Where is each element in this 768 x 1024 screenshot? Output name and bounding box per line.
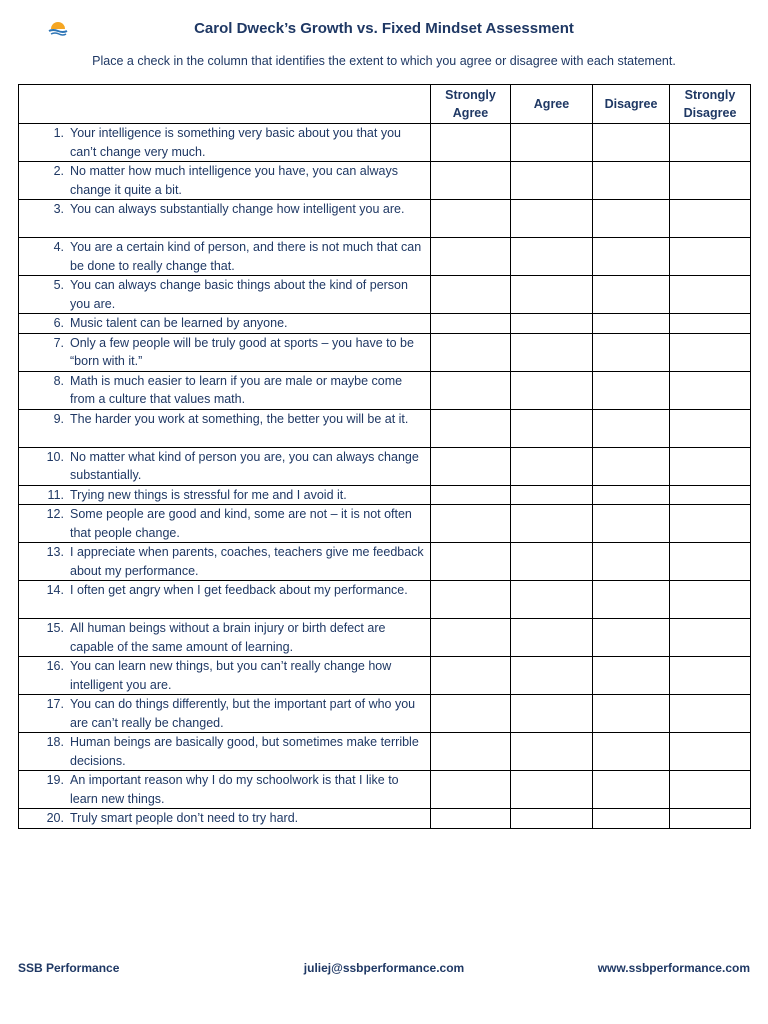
checkbox-strongly-disagree[interactable] [670, 505, 751, 543]
statement-text: I appreciate when parents, coaches, teachers give me feedback about my performance. [70, 545, 424, 578]
checkbox-strongly-agree[interactable] [431, 409, 511, 447]
table-row [19, 124, 751, 162]
statement-cell [19, 657, 431, 695]
table-row [19, 162, 751, 200]
statement-item [19, 124, 426, 161]
statement-item [19, 733, 426, 770]
footer-email[interactable]: juliej@ssbperformance.com [303, 961, 465, 975]
table-row [19, 314, 751, 334]
statement-text: Math is much easier to learn if you are male or maybe come from a culture that values math. [70, 373, 403, 406]
checkbox-strongly-agree[interactable] [431, 314, 511, 334]
statement-column-header [19, 85, 431, 124]
checkbox-agree[interactable] [511, 162, 593, 200]
checkbox-strongly-disagree[interactable] [670, 543, 751, 581]
statement-number: 14. [46, 583, 64, 597]
table-row [19, 695, 751, 733]
checkbox-agree[interactable] [511, 200, 593, 238]
statement-cell [19, 447, 431, 485]
table-row [19, 581, 751, 619]
statement-item [19, 314, 426, 333]
table-row [19, 447, 751, 485]
statement-text: You can always change basic things about the kind of person you are. [70, 278, 408, 311]
checkbox-strongly-agree[interactable] [431, 695, 511, 733]
statement-number: 13. [46, 545, 64, 559]
statement-text: No matter what kind of person you are, you can always change substantially. [70, 449, 419, 482]
column-header-disagree: Disagree [593, 85, 670, 124]
checkbox-strongly-agree[interactable] [431, 657, 511, 695]
checkbox-disagree[interactable] [593, 200, 670, 238]
checkbox-agree[interactable] [511, 733, 593, 771]
checkbox-disagree[interactable] [593, 371, 670, 409]
statement-item [19, 771, 426, 808]
statement-number: 17. [46, 697, 64, 711]
statement-cell [19, 771, 431, 809]
statement-text: You can do things differently, but the important part of who you are can’t really be changed. [70, 697, 416, 730]
checkbox-agree[interactable] [511, 771, 593, 809]
checkbox-agree[interactable] [511, 485, 593, 505]
statement-text: Some people are good and kind, some are not – it is not often that people change. [70, 507, 412, 540]
checkbox-strongly-disagree[interactable] [670, 619, 751, 657]
checkbox-disagree[interactable] [593, 447, 670, 485]
instructions: Place a check in the column that identifies the extent to which you agree or disagree with each statement. [92, 54, 676, 68]
statement-item [19, 695, 426, 732]
statement-text: All human beings without a brain injury or birth defect are capable of the same amount of learning. [70, 621, 386, 654]
statement-text: Your intelligence is something very basic about you that you can’t change very much. [70, 126, 401, 159]
checkbox-disagree[interactable] [593, 409, 670, 447]
statement-number: 4. [53, 240, 64, 254]
table-row [19, 485, 751, 505]
checkbox-disagree[interactable] [593, 238, 670, 276]
statement-number: 1. [53, 126, 64, 140]
checkbox-agree[interactable] [511, 447, 593, 485]
checkbox-strongly-disagree[interactable] [670, 771, 751, 809]
checkbox-strongly-disagree[interactable] [670, 695, 751, 733]
table-row [19, 619, 751, 657]
checkbox-strongly-agree[interactable] [431, 505, 511, 543]
checkbox-strongly-agree[interactable] [431, 543, 511, 581]
checkbox-agree[interactable] [511, 505, 593, 543]
statement-cell [19, 124, 431, 162]
statement-cell [19, 733, 431, 771]
page-title: Carol Dweck’s Growth vs. Fixed Mindset Assessment [194, 20, 574, 37]
checkbox-agree[interactable] [511, 371, 593, 409]
checkbox-strongly-disagree[interactable] [670, 200, 751, 238]
checkbox-strongly-disagree[interactable] [670, 276, 751, 314]
statement-item [19, 238, 426, 275]
statement-item [19, 200, 426, 219]
checkbox-strongly-agree[interactable] [431, 581, 511, 619]
table-row [19, 543, 751, 581]
statement-number: 3. [53, 202, 64, 216]
statement-cell [19, 581, 431, 619]
statement-item [19, 448, 426, 485]
table-row [19, 409, 751, 447]
checkbox-strongly-disagree[interactable] [670, 733, 751, 771]
statement-text: No matter how much intelligence you have, you can always change it quite a bit. [70, 164, 398, 197]
statement-cell [19, 162, 431, 200]
statement-item [19, 619, 426, 656]
column-header-strongly-disagree: Strongly Disagree [670, 85, 751, 124]
checkbox-strongly-disagree[interactable] [670, 447, 751, 485]
checkbox-strongly-disagree[interactable] [670, 581, 751, 619]
checkbox-strongly-agree[interactable] [431, 162, 511, 200]
checkbox-strongly-agree[interactable] [431, 809, 511, 829]
statement-item [19, 581, 426, 600]
checkbox-strongly-agree[interactable] [431, 485, 511, 505]
table-row [19, 276, 751, 314]
checkbox-agree[interactable] [511, 238, 593, 276]
checkbox-strongly-agree[interactable] [431, 333, 511, 371]
checkbox-disagree[interactable] [593, 733, 670, 771]
statement-cell [19, 333, 431, 371]
statement-text: Human beings are basically good, but sometimes make terrible decisions. [70, 735, 419, 768]
table-row [19, 371, 751, 409]
checkbox-disagree[interactable] [593, 505, 670, 543]
checkbox-disagree[interactable] [593, 695, 670, 733]
checkbox-agree[interactable] [511, 314, 593, 334]
checkbox-disagree[interactable] [593, 619, 670, 657]
checkbox-strongly-agree[interactable] [431, 200, 511, 238]
statement-cell [19, 371, 431, 409]
checkbox-agree[interactable] [511, 276, 593, 314]
checkbox-strongly-agree[interactable] [431, 447, 511, 485]
statement-text: You can always substantially change how intelligent you are. [70, 202, 405, 216]
checkbox-agree[interactable] [511, 657, 593, 695]
checkbox-disagree[interactable] [593, 314, 670, 334]
statement-text: Music talent can be learned by anyone. [70, 316, 288, 330]
header-row [19, 85, 751, 124]
statement-number: 10. [46, 449, 64, 464]
statement-item [19, 505, 426, 542]
statement-number: 19. [46, 773, 64, 787]
statement-text: I often get angry when I get feedback about my performance. [70, 583, 408, 597]
checkbox-strongly-agree[interactable] [431, 238, 511, 276]
statement-number: 15. [46, 621, 64, 635]
checkbox-strongly-disagree[interactable] [670, 809, 751, 829]
footer-company: SSB Performance [18, 961, 120, 975]
checkbox-strongly-disagree[interactable] [670, 409, 751, 447]
footer-website[interactable]: www.ssbperformance.com [597, 961, 750, 975]
statement-cell [19, 505, 431, 543]
column-header-agree: Agree [511, 85, 593, 124]
statement-item [19, 162, 426, 199]
statement-item [19, 410, 426, 429]
checkbox-agree[interactable] [511, 409, 593, 447]
checkbox-disagree[interactable] [593, 657, 670, 695]
statement-number: 7. [53, 335, 64, 350]
statement-cell [19, 485, 431, 505]
statement-text: Trying new things is stressful for me and I avoid it. [70, 487, 347, 502]
statement-number: 2. [53, 164, 64, 178]
column-header-strongly-agree: Strongly Agree [431, 85, 511, 124]
checkbox-strongly-disagree[interactable] [670, 162, 751, 200]
statement-item [19, 657, 426, 694]
statement-cell [19, 695, 431, 733]
statement-cell [19, 200, 431, 238]
checkbox-strongly-agree[interactable] [431, 771, 511, 809]
checkbox-disagree[interactable] [593, 333, 670, 371]
statement-number: 12. [46, 507, 64, 521]
statement-cell [19, 619, 431, 657]
statement-item [19, 372, 426, 409]
statement-cell [19, 314, 431, 334]
table-row [19, 333, 751, 371]
checkbox-agree[interactable] [511, 809, 593, 829]
statement-text: You are a certain kind of person, and there is not much that can be done to really change that. [70, 240, 422, 273]
checkbox-disagree[interactable] [593, 771, 670, 809]
table-row [19, 657, 751, 695]
statement-number: 6. [53, 316, 64, 330]
checkbox-agree[interactable] [511, 333, 593, 371]
statement-item [19, 543, 426, 580]
checkbox-agree[interactable] [511, 124, 593, 162]
checkbox-strongly-agree[interactable] [431, 371, 511, 409]
statement-number: 20. [46, 811, 64, 825]
statement-text: Only a few people will be truly good at sports – you have to be “born with it.” [70, 335, 414, 368]
checkbox-strongly-disagree[interactable] [670, 124, 751, 162]
statement-number: 18. [46, 735, 64, 749]
table-row [19, 200, 751, 238]
statement-item [19, 809, 426, 828]
statement-text: The harder you work at something, the better you will be at it. [70, 411, 409, 426]
checkbox-disagree[interactable] [593, 581, 670, 619]
assessment-table [18, 84, 751, 829]
checkbox-strongly-disagree[interactable] [670, 657, 751, 695]
statement-text: An important reason why I do my schoolwork is that I like to learn new things. [70, 773, 399, 806]
statement-cell [19, 543, 431, 581]
table-row [19, 809, 751, 829]
checkbox-strongly-agree[interactable] [431, 619, 511, 657]
table-row [19, 771, 751, 809]
statement-item [19, 276, 426, 313]
checkbox-disagree[interactable] [593, 276, 670, 314]
checkbox-strongly-disagree[interactable] [670, 485, 751, 505]
checkbox-strongly-disagree[interactable] [670, 333, 751, 371]
table-row [19, 505, 751, 543]
checkbox-strongly-agree[interactable] [431, 124, 511, 162]
checkbox-strongly-disagree[interactable] [670, 238, 751, 276]
checkbox-agree[interactable] [511, 543, 593, 581]
statement-text: Truly smart people don’t need to try hard. [70, 811, 299, 825]
statement-number: 9. [53, 411, 64, 426]
statement-cell [19, 409, 431, 447]
table-row [19, 238, 751, 276]
checkbox-agree[interactable] [511, 695, 593, 733]
statement-cell [19, 809, 431, 829]
checkbox-strongly-disagree[interactable] [670, 314, 751, 334]
checkbox-disagree[interactable] [593, 543, 670, 581]
checkbox-disagree[interactable] [593, 124, 670, 162]
statement-cell [19, 276, 431, 314]
statement-cell [19, 238, 431, 276]
checkbox-agree[interactable] [511, 581, 593, 619]
statement-text: You can learn new things, but you can’t really change how intelligent you are. [70, 659, 392, 692]
checkbox-disagree[interactable] [593, 162, 670, 200]
statement-number: 8. [53, 373, 64, 388]
checkbox-agree[interactable] [511, 619, 593, 657]
table-row [19, 733, 751, 771]
statement-item [19, 486, 426, 505]
statement-number: 16. [46, 659, 64, 673]
checkbox-disagree[interactable] [593, 809, 670, 829]
checkbox-strongly-disagree[interactable] [670, 371, 751, 409]
checkbox-disagree[interactable] [593, 485, 670, 505]
statement-number: 11. [47, 487, 64, 502]
checkbox-strongly-agree[interactable] [431, 276, 511, 314]
statement-number: 5. [53, 278, 64, 292]
checkbox-strongly-agree[interactable] [431, 733, 511, 771]
statement-item [19, 334, 426, 371]
